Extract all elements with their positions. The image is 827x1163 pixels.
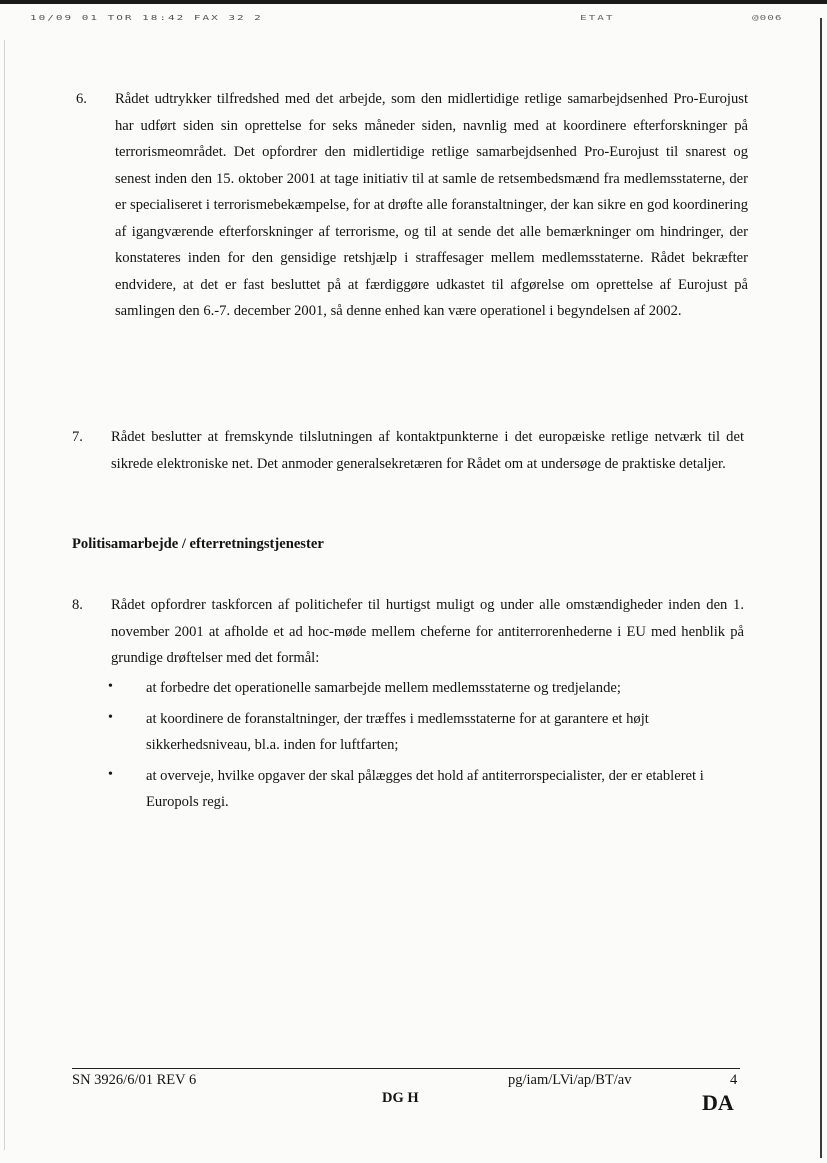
bullet-item xyxy=(108,706,718,759)
paragraph-text: Rådet beslutter at fremskynde tilslutningen af kontaktpunkterne i det europæiske retlige netværk til det sikrede elektroniske net. Det anmoder generalsekretæren for Rådet om at undersøge de praktiske detaljer. xyxy=(111,429,744,472)
paragraph-number: 7. xyxy=(72,429,83,445)
bullet-icon: • xyxy=(108,679,113,694)
footer-page-number: 4 xyxy=(730,1072,738,1088)
footer-language-code: DA xyxy=(702,1090,734,1115)
bullet-text: at koordinere de foranstaltninger, der træffes i medlemsstaterne for at garantere et højt sikkerhedsniveau, bl.a. inden for luftfarten; xyxy=(146,710,649,753)
fax-header-right: @006 xyxy=(752,14,783,22)
section-heading: Politisamarbejde / efterretningstjenester xyxy=(72,536,324,552)
bullet-icon: • xyxy=(108,766,113,782)
bullet-item xyxy=(108,763,718,816)
bullet-icon: • xyxy=(108,709,113,725)
fax-top-line xyxy=(0,0,827,4)
footer-directorate: DG H xyxy=(382,1090,419,1106)
paragraph-number: 6. xyxy=(76,91,87,107)
bullet-item xyxy=(108,675,718,702)
footer-divider xyxy=(72,1068,740,1069)
footer-initials: pg/iam/LVi/ap/BT/av xyxy=(508,1072,632,1088)
fax-header-middle: ETAT xyxy=(580,14,615,22)
scan-edge-right xyxy=(820,18,822,1158)
paragraph-text: Rådet udtrykker tilfredshed med det arbejde, som den midlertidige retlige samarbejdsenhed Pro-Eurojust har udført siden sin oprettelse for seks måneder siden, navnlig med at koordinere efterforskninger på terrorismeområdet. Det opfordrer den midlertidige retlige samarbejdsenhed Pro-Eurojust til snarest og senest inden den 15. oktober 2001 at tage initiativ til at samle de retsembedsmænd fra medlemsstaterne, der er specialiseret i terrorismebekæmpelse, for at drøfte alle foranstaltninger, der kan sikre en god koordinering af igangværende efterforskninger af terrorisme, og til at sende det alle bemærkninger om hindringer, der konstateres inden for den gensidige retshjælp i straffesager mellem medlemsstaterne. Rådet bekræfter endvidere, at det er fast besluttet på at færdiggøre udkastet til afgørelse om oprettelse af Eurojust på samlingen den 6.-7. december 2001, så denne enhed kan være operationel i begyndelsen af 2002. xyxy=(115,91,748,319)
paragraph-text: Rådet opfordrer taskforcen af politichefer til hurtigst muligt og under alle omstændigheder inden den 1. november 2001 at afholde et ad hoc-møde mellem cheferne for antiterrorenhederne i EU med henblik på grundige drøftelser med det formål: xyxy=(111,597,744,666)
scan-edge-left xyxy=(4,40,5,1150)
bullet-list xyxy=(108,675,718,820)
bullet-text: at forbedre det operationelle samarbejde mellem medlemsstaterne og tredjelande; xyxy=(146,680,621,696)
footer-document-reference: SN 3926/6/01 REV 6 xyxy=(72,1072,197,1088)
fax-header-left: 10/09 01 TOR 18:42 FAX 32 2 xyxy=(30,14,263,22)
paragraph-number: 8. xyxy=(72,597,83,613)
bullet-text: at overveje, hvilke opgaver der skal pålægges det hold af antiterrorspecialister, der er etableret i Europols regi. xyxy=(146,767,704,810)
